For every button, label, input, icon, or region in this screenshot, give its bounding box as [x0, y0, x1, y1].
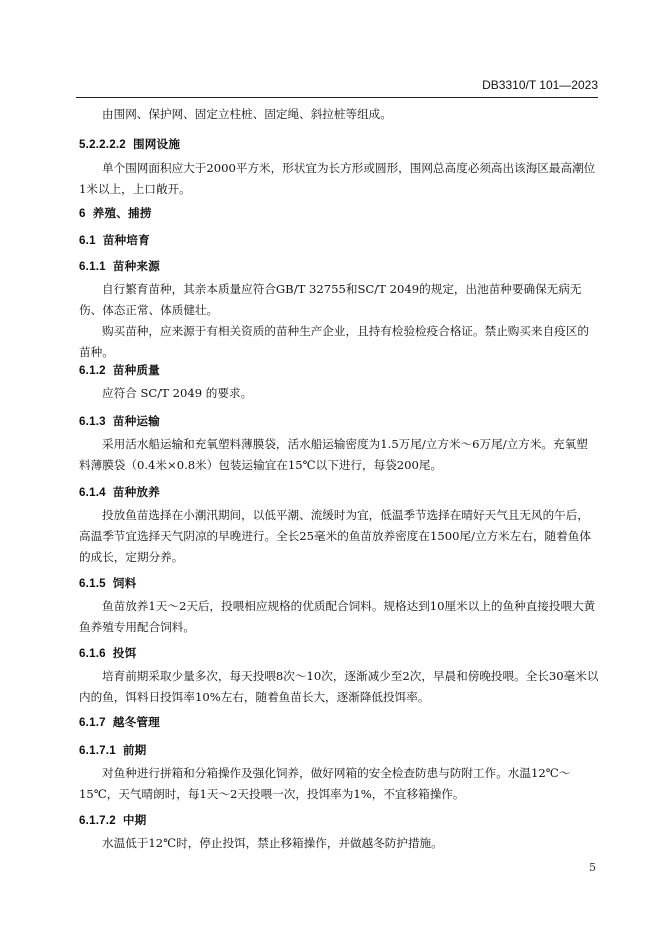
- body-paragraph: 由围网、保护网、固定立柱桩、固定绳、斜拉桩等组成。: [102, 107, 392, 121]
- section-heading: 6.1.7.2 中期: [79, 814, 147, 827]
- body-paragraph: 水温低于12℃时，停止投饵，禁止移箱操作，并做越冬防护措施。: [102, 836, 443, 850]
- header-rule: [76, 97, 598, 98]
- body-paragraph: 鱼苗放养1天～2天后，投喂相应规格的优质配合饲料。规格达到10厘米以上的鱼种直接投喂大黄鱼养殖专用配合饲料。: [79, 599, 596, 634]
- body-paragraph: 投放鱼苗选择在小潮汛期间，以低平潮、流缓时为宜，低温季节选择在晴好天气且无风的午后，高温季节宜选择天气阴凉的早晚进行。全长25毫米的鱼苗放养密度在1500尾/立方米左右，随着鱼体的成长，定期分养。: [79, 508, 591, 564]
- section-heading: 6.1 苗种培育: [79, 234, 150, 247]
- section-heading: 5.2.2.2.2 围网设施: [79, 138, 181, 151]
- body-paragraph: 应符合 SC/T 2049 的要求。: [102, 386, 253, 400]
- body-paragraph: 自行繁育苗种，其亲本质量应符合GB/T 32755和SC/T 2049的规定，出池苗种要确保无病无伤、体态正常、体质健壮。 购买苗种，应来源于有相关资质的苗种生产企业，且持有检验检疫合格证。禁止购买来自疫区的苗种。: [79, 282, 589, 359]
- body-paragraph: 采用活水船运输和充氧塑料薄膜袋，活水船运输密度为1.5万尾/立方米～6万尾/立方米。充氧塑料薄膜袋（0.4米×0.8米）包装运输宜在15℃以下进行，每袋200尾。: [79, 437, 588, 472]
- section-heading: 6.1.6 投饵: [79, 647, 137, 660]
- body-paragraph: 单个围网面积应大于2000平方米，形状宜为长方形或圆形，围网总高度必须高出该海区最高潮位1米以上，上口敞开。: [79, 161, 596, 196]
- section-heading: 6.1.5 饲料: [79, 577, 137, 590]
- section-heading: 6.1.7 越冬管理: [79, 716, 160, 729]
- body-paragraph: 培育前期采取少量多次，每天投喂8次～10次，逐渐减少至2次，早晨和傍晚投喂。全长30毫米以内的鱼，饵料日投饵率10%左右，随着鱼苗长大，逐渐降低投饵率。: [79, 669, 599, 704]
- section-heading: 6 养殖、捕捞: [79, 207, 152, 220]
- section-heading: 6.1.1 苗种来源: [79, 260, 160, 273]
- section-heading: 6.1.3 苗种运输: [79, 415, 160, 428]
- section-heading: 6.1.7.1 前期: [79, 744, 147, 757]
- section-heading: 6.1.4 苗种放养: [79, 486, 160, 499]
- page-number: 5: [589, 861, 596, 874]
- document-code: DB3310/T 101—2023: [482, 78, 598, 92]
- section-heading: 6.1.2 苗种质量: [79, 364, 160, 377]
- body-paragraph: 对鱼种进行拼箱和分箱操作及强化饲养，做好网箱的安全检查防患与防附工作。水温12℃～15℃，天气晴朗时，每1天～2天投喂一次，投饵率为1%，不宜移箱操作。: [79, 766, 571, 801]
